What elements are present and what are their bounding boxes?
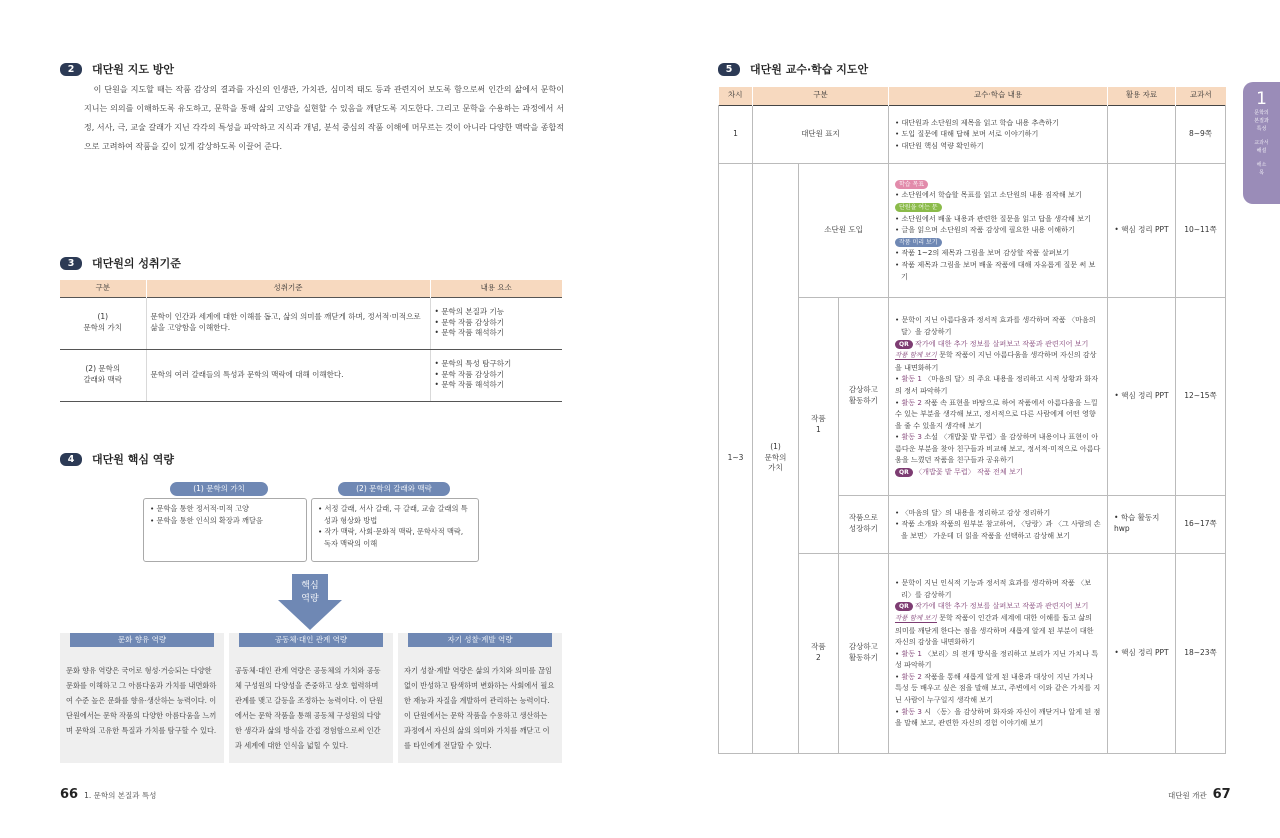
textbook-cell: 8~9쪽: [1176, 105, 1226, 163]
unit-cell: [753, 163, 799, 753]
category-cell: 소단원 도입: [799, 163, 889, 297]
unit-line: 문학의: [764, 452, 787, 462]
list-item: • 서정 갈래, 서사 갈래, 극 갈래, 교술 갈래의 특성과 형상화 방법: [318, 503, 472, 526]
column-header: 교과서: [1176, 87, 1226, 105]
textbook-cell: 10~11쪽: [1176, 163, 1226, 297]
period-cell: 1: [719, 105, 753, 163]
list-item: • 작가 맥락, 사회·문화적 맥락, 문학사적 맥락, 독자 맥락의 이해: [318, 526, 472, 549]
genre-box: [311, 498, 479, 562]
list-item: • 문학 작품 감상하기: [435, 370, 559, 381]
lesson-plan-table: [718, 87, 1226, 754]
section-3-heading: [60, 256, 181, 272]
list-item: • 문학이 지닌 인식적 기능과 정서적 효과를 생각하며 작품 〈보리〉를 감상하기: [895, 577, 1101, 600]
category-cell: 대단원 표지: [753, 105, 889, 163]
card-body: 공동체·대인 관계 역량은 공동체의 가치와 공동체 구성원의 다양성을 존중하고 상호 협력하며 관계를 맺고 갈등을 조정하는 능력이다. 이 단원에서는 문학 작품을 통해 공동체 구성원의 다양한 생각과 삶의 방식을 간접 경험함으로써 인간과 세계에 대한 인식을 넓힐 수 있다.: [235, 666, 383, 750]
card-body: 자기 성찰·계발 역량은 삶의 가치와 의미를 끊임없이 반성하고 탐색하며 변화하는 사회에서 필요한 재능과 자질을 계발하여 관리하는 능력이다. 이 단원에서는 문학 작품을 수용하고 생산하는 과정에서 자신의 삶의 의미와 가치를 깨닫고 이를 타인에게 전달할 수 있다.: [404, 666, 555, 750]
content-cell: • 문학이 지닌 아름다움과 정서적 효과를 생각하며 작품 〈마음의 달〉을 감상하기 QR 작가에 대한 추가 정보를 살펴보고 작품과 관련지어 보기 작품 함께 보기 문학 작품이 지닌 아름다움을 생각하며 자신의 감상을 내면화하기 • 활동 1 〈마음의 달〉의 주요 내용을 정리하고 시적 상황과 화자의 정서 파악하기 • 활동 2 작품 속 표현을 바탕으로 하여 작품에서 아름다움을 느낄 수 있는 부분을 생각해 보고, 정서적으로 다른 사람에게 어떤 영향을 줄 수 있을지 생각해 보기 • 활동 3 소설 〈개밥꽃 밭 무렵〉을 감상하며 내용이나 표현이 아름다운 부분을 찾아 친구들과 비교해 보고, 정서적·미적으로 아름다움을 느꼈던 작품을 친구들과 공유하기 QR 〈개밥꽃 밭 무렵〉 작품 전체 보기: [889, 297, 1108, 495]
activity-label: 활동 3: [901, 432, 922, 442]
activity-label: 활동 2: [901, 397, 922, 407]
section-title: 대단원의 성취기준: [92, 257, 181, 270]
chapter-title: 1. 문학의 본질과 특성: [84, 791, 157, 800]
section-title: 대단원 교수·학습 지도안: [750, 63, 869, 76]
card-title: 문화 향유 역량: [70, 633, 214, 647]
table-row: [60, 297, 562, 349]
column-header: 활용 자료: [1108, 87, 1176, 105]
elements-cell: [430, 349, 562, 401]
column-header: 구분: [753, 87, 889, 105]
section-number: 3: [60, 257, 82, 270]
list-item: • 〈마음의 달〉의 내용을 정리하고 감상 정리하기: [895, 507, 1101, 519]
competency-card-self: [398, 633, 562, 763]
sub-line: 목: [1259, 170, 1264, 176]
section-title: 대단원 핵심 역량: [92, 453, 175, 466]
handwritten-note: 작품 함께 보기: [895, 613, 937, 622]
sub-line: 해소: [1256, 162, 1267, 168]
material-cell: • 핵심 정리 PPT: [1108, 553, 1176, 753]
work-line: 작품: [811, 414, 826, 424]
category-cell: [60, 297, 146, 349]
content-cell: [889, 495, 1108, 553]
section-number: 2: [60, 63, 82, 76]
competency-pill-2: (2) 문학의 갈래와 맥락: [338, 482, 450, 496]
list-item: • 작품 1~2의 제목과 그림을 보며 감상할 작품 살펴보기: [895, 247, 1101, 259]
unit-line: (1): [770, 441, 781, 451]
arrow-label-2: 역량: [301, 594, 319, 604]
list-item: • 대단원 핵심 역량 확인하기: [895, 140, 1101, 152]
note-text: 문학 작품이 인간과 세계에 대한 이해를 돕고 삶의 의미를 깨닫게 한다는 점을 생각하며 새롭게 알게 된 부분이 대한 자신의 감상을 내면화하기: [895, 612, 1094, 647]
material-cell: • 핵심 정리 PPT: [1108, 163, 1176, 297]
activity-line: 감상하고: [848, 385, 878, 395]
category-cell: [60, 349, 146, 401]
competency-card-culture: [60, 633, 224, 763]
list-item: • 문학을 통한 정서적·미적 고양: [150, 503, 300, 515]
activity-text: 〈마음의 달〉의 주요 내용을 정리하고 시적 상황과 화자의 정서 파악하기: [895, 374, 1099, 395]
list-item: • 문학 작품 해석하기: [435, 380, 559, 391]
material-cell: • 핵심 정리 PPT: [1108, 297, 1176, 495]
preview-tag: 작품 미리 보기: [895, 238, 942, 247]
card-body: 문화 향유 역량은 국어로 형성·거승되는 다양한 문화를 이해하고 그 아름다움과 가치를 내면화하여 수준 높은 문화를 향유·생산하는 능력이다. 이 단원에서는 문학 작품의 다양한 아름다움을 느끼며 문학의 고유한 특질과 가치를 탐구할 수 있다.: [66, 666, 217, 735]
list-item: • 문학이 지닌 아름다움과 정서적 효과를 생각하며 작품 〈마음의 달〉을 감상하기: [895, 314, 1101, 337]
arrow-label-1: 핵심: [301, 581, 319, 591]
activity-cell: [838, 495, 888, 553]
card-title: 공동체·대인 관계 역량: [239, 633, 383, 647]
column-header: 차시: [719, 87, 753, 105]
qr-text: 작가에 대한 추가 정보를 살펴보고 작품과 관련지어 보기: [915, 601, 1089, 611]
sub-line: 교과서: [1254, 140, 1269, 146]
textbook-cell: 16~17쪽: [1176, 495, 1226, 553]
value-box: [143, 498, 307, 562]
content-cell: • 문학이 지닌 인식적 기능과 정서적 효과를 생각하며 작품 〈보리〉를 감상하기 QR 작가에 대한 추가 정보를 살펴보고 작품과 관련지어 보기 작품 함께 보기 문학 작품이 인간과 세계에 대한 이해를 돕고 삶의 의미를 깨닫게 한다는 점을 생각하며 새롭게 알게 된 부분이 대한 자신의 감상을 내면화하기 • 활동 1 〈보리〉의 전개 방식을 정리하고 보리가 지닌 가치나 특성 파악하기 • 활동 2 작품을 통해 새롭게 알게 된 내용과 대상이 지닌 가치나 특성 등 배우고 싶은 점을 말해 보고, 주변에서 이와 같은 가치를 지닌 사람이 누구일지 생각해 보기 • 활동 3 시 〈동〉을 감상하며 화자와 자신이 깨닫거나 알게 된 점을 말해 보고, 관련한 자신의 경험 이야기해 보기: [889, 553, 1108, 753]
work-cell: [799, 297, 839, 553]
standard-cell: 문학이 인간과 세계에 대한 이해를 돕고, 삶의 의미를 깨닫게 하며, 정서적·미적으로 삶을 고양함을 이해한다.: [146, 297, 430, 349]
note-text: 문학 작품이 지닌 아름다움을 생각하며 자신의 감상을 내면화하기: [895, 350, 1097, 372]
activity-line: 성장하기: [848, 524, 878, 533]
guidance-paragraph: 이 단원을 지도할 때는 작품 감상의 결과를 자신의 인생관, 가치관, 심미적 태도 등과 관련지어 보도록 함으로써 인간의 삶에서 문학이 지니는 의의를 이해하도록 유도하고, 문학을 통해 삶의 고양을 실현할 수 있음을 깨닫도록 지도한다. 그리고 문학을 수용하는 과정에서 서정, 서사, 극, 교술 갈래가 지닌 각각의 특성을 파악하고 지식과 개념, 분석 중심의 작품 이해에 머무르는 것이 아니라 다양한 맥락을 종합적으로 고려하여 작품을 깊이 있게 감상하도록 이끌어 준다.: [84, 85, 564, 151]
list-item: • 작품 제목과 그림을 보며 배울 작품에 대해 자유롭게 질문 써 보기: [895, 259, 1101, 282]
column-header: 성취기준: [146, 280, 430, 297]
section-label: 대단원 개관: [1168, 791, 1207, 800]
table-row: [60, 349, 562, 401]
column-header: 구분: [60, 280, 146, 297]
category-line: (1): [97, 312, 109, 322]
table-row: [719, 163, 1226, 297]
sub-line: 해설: [1256, 148, 1267, 154]
table-row: [719, 105, 1226, 163]
textbook-cell: 18~23쪽: [1176, 553, 1226, 753]
card-title: 자기 성찰·계발 역량: [408, 633, 552, 647]
elements-cell: [430, 297, 562, 349]
competency-card-community: [229, 633, 393, 763]
core-competency-arrow-icon: [278, 574, 342, 630]
category-line: 갈래와 맥락: [83, 375, 123, 384]
left-footer: [60, 786, 156, 805]
material-text: 핵심 정리 PPT: [1121, 224, 1169, 234]
activity-line: 활동하기: [848, 653, 878, 662]
activity-text: 〈보리〉의 전개 방식을 정리하고 보리가 지닌 가치나 특성 파악하기: [895, 648, 1099, 670]
qr-text: 작가에 대한 추가 정보를 살펴보고 작품과 관련지어 보기: [915, 338, 1089, 348]
list-item: • 문학의 본질과 기능: [435, 307, 559, 318]
activity-line: 감상하고: [848, 642, 878, 652]
material-cell: • 학습 활동지 hwp: [1108, 495, 1176, 553]
qr-badge: QR: [895, 602, 913, 611]
period-cell: 1~3: [719, 163, 753, 753]
list-item: • 대단원과 소단원의 제목을 읽고 학습 내용 추측하기: [895, 117, 1101, 129]
activity-label: 활동 1: [901, 374, 922, 384]
section-number: 4: [60, 453, 82, 466]
material-cell: [1108, 105, 1176, 163]
material-text: 학습 활동지 hwp: [1114, 513, 1160, 533]
section-number: 5: [718, 63, 740, 76]
page-number: 66: [60, 787, 79, 802]
list-item: • 작품 소개와 작품의 원부분 참고하여, 〈당랑〉과 〈그 사람의 손을 보면〉 가운데 더 읽을 작품을 선택하고 감상해 보기: [895, 518, 1101, 541]
page-number: 67: [1212, 787, 1231, 802]
activity-cell: [838, 553, 888, 753]
section-4-heading: [60, 452, 174, 468]
chapter-line: 특성: [1256, 126, 1267, 132]
column-header: 내용 요소: [430, 280, 562, 297]
list-item: • 문학을 통한 인식의 확장과 깨달음: [150, 515, 300, 527]
right-footer: [1168, 786, 1231, 805]
qr-badge: QR: [895, 468, 913, 477]
work-line: 작품: [811, 642, 826, 652]
content-cell: [889, 163, 1108, 297]
list-item: • 도입 질문에 대해 답해 보며 서로 이야기하기: [895, 128, 1101, 140]
qr-badge: QR: [895, 340, 913, 349]
learning-goal-tag: 학습 목표: [895, 180, 928, 189]
chapter-side-tab[interactable]: [1243, 82, 1280, 204]
chapter-line: 본질과: [1254, 118, 1269, 124]
textbook-cell: 12~15쪽: [1176, 297, 1226, 495]
material-text: 핵심 정리 PPT: [1121, 647, 1169, 657]
opening-door-tag: 단원을 여는 문: [895, 203, 942, 212]
achievement-standards-table: [60, 280, 562, 402]
content-cell: [889, 105, 1108, 163]
activity-text: 작품 속 표현을 바탕으로 하여 작품에서 아름다움을 느낄 수 있는 부분을 생각해 보고, 정서적으로 다른 사람에게 어떤 영향을 줄 수 있을지 생각해 보기: [895, 397, 1098, 430]
activity-label: 활동 1: [901, 648, 922, 658]
work-line: 2: [816, 653, 821, 662]
standard-cell: 문학의 여러 갈래들의 특성과 문학의 맥락에 대해 이해한다.: [146, 349, 430, 401]
activity-cell: [838, 297, 888, 495]
activity-line: 활동하기: [848, 396, 878, 405]
list-item: • 문학 작품 해석하기: [435, 328, 559, 339]
activity-label: 활동 3: [901, 706, 922, 716]
list-item: • 문학 작품 감상하기: [435, 318, 559, 329]
activity-text: 작품을 통해 새롭게 알게 된 내용과 대상이 지닌 가치나 특성 등 배우고 싶은 점을 말해 보고, 주변에서 이와 같은 가치를 지닌 사람이 누구일지 생각해 보기: [895, 671, 1101, 705]
material-text: 핵심 정리 PPT: [1121, 390, 1169, 400]
chapter-number: 1: [1256, 89, 1267, 109]
competency-pill-1: (1) 문학의 가치: [170, 482, 268, 496]
activity-text: 소설 〈개밥꽃 밭 무렵〉을 감상하며 내용이나 표현이 아름다운 부분을 찾아 친구들과 비교해 보고, 정서적·미적으로 아름다움을 느꼈던 작품을 친구들과 공유하기: [895, 432, 1101, 465]
activity-text: 시 〈동〉을 감상하며 화자와 자신이 깨닫거나 알게 된 점을 말해 보고, 관련한 자신의 경험 이야기해 보기: [895, 706, 1101, 728]
chapter-line: 문학의: [1254, 110, 1269, 116]
activity-line: 작품으로: [848, 513, 878, 523]
category-line: 문학의 가치: [83, 323, 123, 332]
work-cell: [799, 553, 839, 753]
unit-line: 가치: [768, 463, 783, 473]
section-2-heading: [60, 62, 174, 78]
work-line: 1: [816, 425, 821, 434]
activity-label: 활동 2: [901, 671, 922, 681]
section-5-heading: [718, 62, 868, 78]
list-item: • 소단원에서 배울 내용과 관련한 질문을 읽고 답을 생각해 보기: [895, 213, 1101, 225]
list-item: • 글을 읽으며 소단원의 작품 감상에 필요한 내용 이해하기: [895, 224, 1101, 236]
section-title: 대단원 지도 방안: [92, 63, 175, 76]
column-header: 교수·학습 내용: [889, 87, 1108, 105]
handwritten-note: 작품 함께 보기: [895, 351, 937, 360]
list-item: • 소단원에서 학습할 목표를 읽고 소단원의 내용 짐작해 보기: [895, 189, 1101, 201]
qr-text: 〈개밥꽃 밭 무렵〉 작품 전체 보기: [915, 467, 1023, 477]
list-item: • 문학의 특성 탐구하기: [435, 359, 559, 370]
category-line: (2) 문학의: [85, 364, 121, 374]
